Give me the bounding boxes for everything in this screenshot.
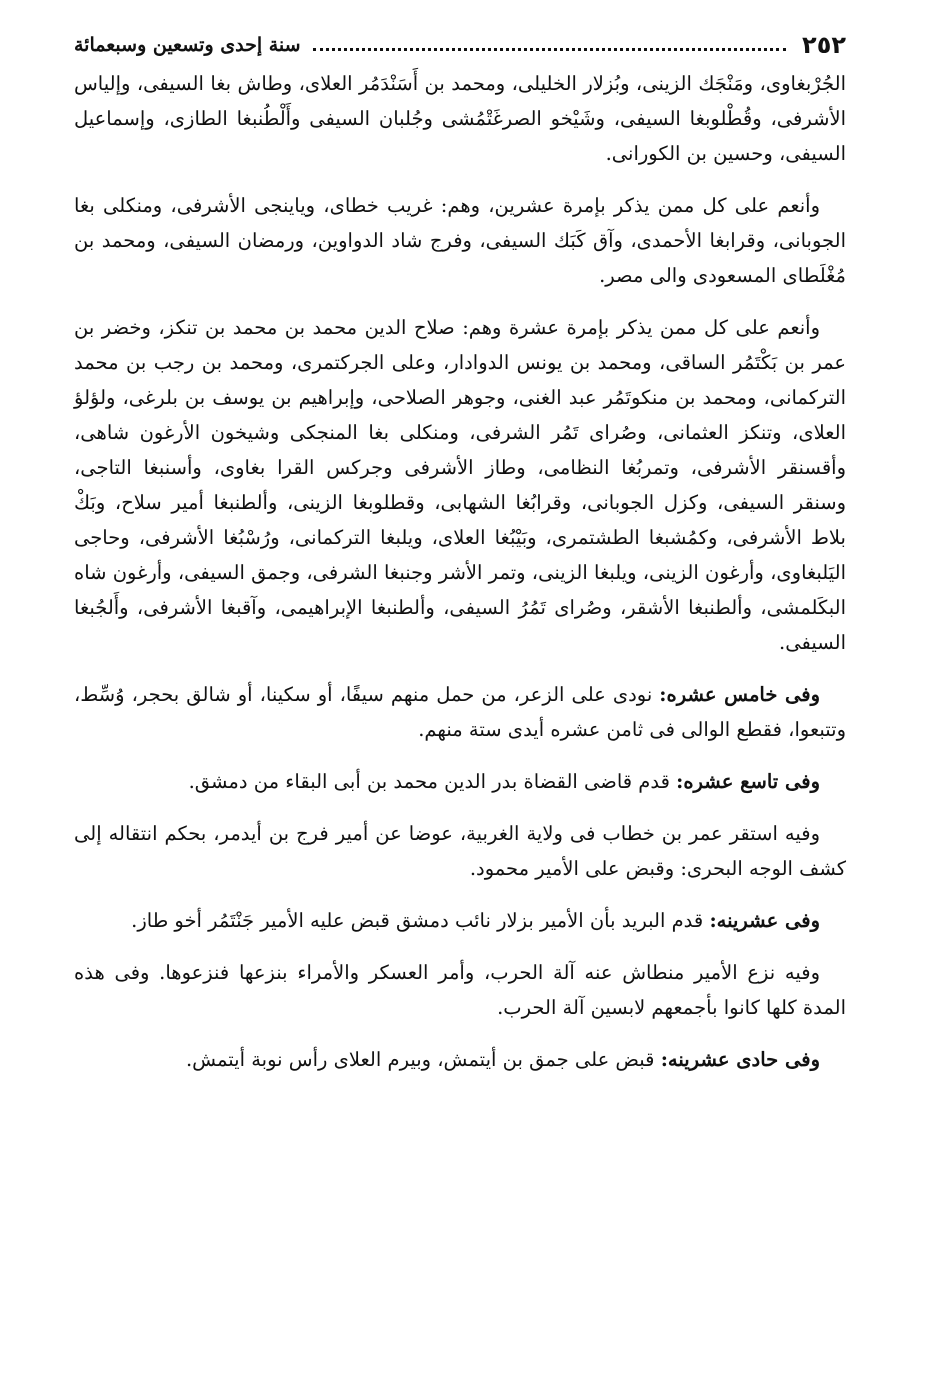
document-body	[74, 66, 846, 1077]
page-number: ٢٥٢	[802, 31, 846, 59]
paragraph-7-text: قدم البريد بأن الأمير بزلار نائب دمشق قبض عليه الأمير جَنْتَمُر أخو طاز.	[131, 909, 704, 932]
paragraph-9-lead: وفى حادى عشرينه:	[660, 1048, 820, 1071]
paragraph-5-lead: وفى تاسع عشره:	[676, 770, 820, 793]
paragraph-1	[74, 66, 846, 171]
paragraph-9-text: قبض على جمق بن أيتمش، وبيرم العلاى رأس نوبة أيتمش.	[185, 1048, 655, 1071]
paragraph-4	[74, 677, 846, 747]
paragraph-4-text: نودى على الزعر، من حمل منهم سيفًا، أو سكينا، أو شالق بحجر، وُسِّط، وتتبعوا، فقطع الوالى فى ثامن عشره أيدى ستة منهم.	[74, 683, 846, 741]
running-title: سنة إحدى وتسعين وسبعمائة	[74, 34, 301, 56]
document-page	[74, 28, 846, 1358]
paragraph-9	[74, 1042, 846, 1077]
paragraph-7-lead: وفى عشرينه:	[709, 909, 820, 932]
paragraph-3	[74, 310, 846, 660]
paragraph-6	[74, 816, 846, 886]
paragraph-3-text: وأنعم على كل ممن يذكر بإمرة عشرة وهم: صلاح الدين محمد بن محمد بن تنكز، وخضر بن عمر بن بَكْتَمُر الساقى، ومحمد بن يونس الدوادار، وعلى الجركتمرى، ومحمد بن رجب بن محمد التركمانى، ومحمد بن منكوتَمُر عبد الغنى، وجوهر الصلاحى، وإبراهيم بن يوسف بن بلرغى، ولؤلؤ العلاى، وتنكز العثمانى، وصُراى تَمُر الشرفى، ومنكلى بغا المنجكى وشيخون الأرغون شاهى، وأقسنقر الأشرفى، وتمربُغا النظامى، وطاز الأشرفى وجركس القرا بغاوى، وأسنبغا التاجى، وسنقر السيفى، وكزل الجوبانى، وقرابُغا الشهابى، وقطلوبغا الزينى، وألطنبغا أمير سلاح، وبَكْ بلاط الأشرفى، وكمُشبغا الطشتمرى، وبَيْبُغا العلاى، ويلبغا التركمانى، ورُسْبُغا الأشرفى، وحاجى اليَلبغاوى، وأرغون الزينى، ويلبغا الزينى، وتمر الأشر وجنبغا الشرفى، وجمق السيفى، وأرغون شاه البكَلمشى، وألطنبغا الأشقر، وصُراى تَمُرُ السيفى، وألطنبغا الإبراهيمى، وآقبغا الأشرفى، وأَلجُبغا السيفى.	[74, 316, 846, 654]
paragraph-8	[74, 955, 846, 1025]
paragraph-5	[74, 764, 846, 799]
paragraph-2	[74, 188, 846, 293]
paragraph-6-text: وفيه استقر عمر بن خطاب فى ولاية الغربية، عوضا عن أمير فرج بن أيدمر، بحكم انتقاله إلى كشف الوجه البحرى: وقبض على الأمير محمود.	[74, 822, 846, 880]
header-dot-leader	[313, 48, 786, 51]
paragraph-5-text: قدم قاضى القضاة بدر الدين محمد بن أبى البقاء من دمشق.	[188, 770, 670, 793]
running-header	[74, 28, 846, 62]
paragraph-4-lead: وفى خامس عشره:	[659, 683, 820, 706]
paragraph-1-text: الجُرْبغاوى، ومَنْجَك الزينى، وبُزلار الخليلى، ومحمد بن أَسَنْدَمُر العلاى، وطاش بغا السيفى، وإلياس الأشرفى، وقُطْلوبغا السيفى، وشَيْخو الصرغَتْمُشى وجُلبان السيفى وأَلْطُنبغا الطازى، وإسماعيل السيفى، وحسين بن الكورانى.	[74, 72, 846, 165]
paragraph-8-text: وفيه نزع الأمير منطاش عنه آلة الحرب، وأمر العسكر والأمراء بنزعها فنزعوها. وفى هذه المدة كلها كانوا بأجمعهم لابسين آلة الحرب.	[74, 961, 846, 1019]
paragraph-2-text: وأنعم على كل ممن يذكر بإمرة عشرين، وهم: غريب خطاى، وياينجى الأشرفى، ومنكلى بغا الجوبانى، وقرابغا الأحمدى، وآق كَبَك السيفى، وفرج شاد الدواوين، ورمضان السيفى، ومحمد بن مُغْلَطاى المسعودى والى مصر.	[74, 194, 846, 287]
paragraph-7	[74, 903, 846, 938]
